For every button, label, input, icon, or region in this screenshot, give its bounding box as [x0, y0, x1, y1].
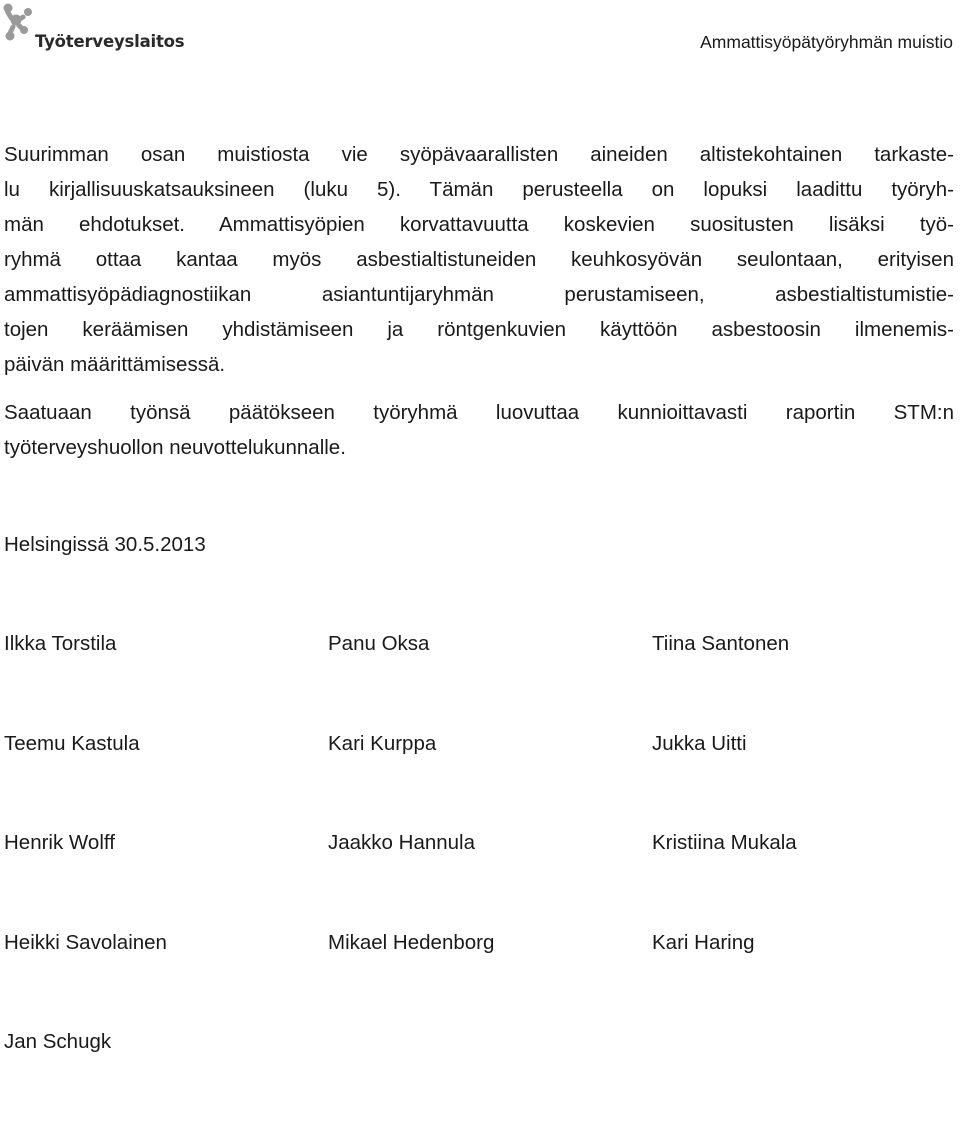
signatory-name: Jukka Uitti: [652, 731, 747, 755]
text-line: tojen keräämisen yhdistämiseen ja röntgenkuvien käyttöön asbestoosin ilmenemis-: [4, 318, 954, 341]
signatory-name: Mikael Hedenborg: [328, 930, 495, 954]
signatory-name: Kristiina Mukala: [652, 831, 797, 854]
signature-row: [4, 1030, 954, 1130]
body-paragraph-1: [4, 137, 954, 382]
page-header: [0, 0, 960, 64]
signatory-name: Heikki Savolainen: [4, 930, 167, 954]
text-line: päivän määrittämisessä.: [4, 353, 226, 376]
signature-row: [4, 831, 954, 931]
signatory-name: Henrik Wolff: [4, 831, 115, 854]
signatory-name: Panu Oksa: [328, 632, 430, 655]
signature-row: [4, 732, 954, 832]
text-line: ryhmä ottaa kantaa myös asbestialtistuneiden keuhkosyövän seulontaan, erityisen: [4, 248, 954, 271]
tyoterveyslaitos-logo: [2, 2, 185, 60]
signatory-name: Jan Schugk: [4, 1030, 112, 1053]
signatory-name: Kari Kurppa: [328, 731, 437, 755]
place-and-date: Helsingissä 30.5.2013: [4, 533, 206, 556]
signatory-name: Tiina Santonen: [652, 632, 790, 655]
document-title: Ammattisyöpätyöryhmän muistio: [700, 32, 953, 52]
text-line: män ehdotukset. Ammattisyöpien korvattavuutta koskevien suositusten lisäksi työ-: [4, 213, 954, 236]
signature-row: [4, 632, 954, 732]
text-line: Suurimman osan muistiosta vie syöpävaarallisten aineiden altistekohtainen tarkaste-: [4, 143, 954, 166]
signature-row: [4, 931, 954, 1031]
text-line: lu kirjallisuuskatsauksineen (luku 5). Tämän perusteella on lopuksi laadittu työryh-: [4, 178, 954, 201]
logo-text: Työterveyslaitos: [35, 32, 185, 51]
signatory-name: Kari Haring: [652, 930, 755, 954]
signatory-name: Ilkka Torstila: [4, 632, 117, 655]
text-line: ammattisyöpädiagnostiikan asiantuntijaryhmän perustamiseen, asbestialtistumistie-: [4, 283, 954, 306]
signatory-name: Jaakko Hannula: [328, 831, 476, 854]
text-line: työterveyshuollon neuvottelukunnalle.: [4, 436, 346, 459]
signature-list: [4, 632, 954, 1130]
body-paragraph-2: [4, 395, 954, 465]
text-line: Saatuaan työnsä päätökseen työryhmä luovuttaa kunnioittavasti raportin STM:n: [4, 401, 954, 424]
signatory-name: Teemu Kastula: [4, 731, 140, 755]
